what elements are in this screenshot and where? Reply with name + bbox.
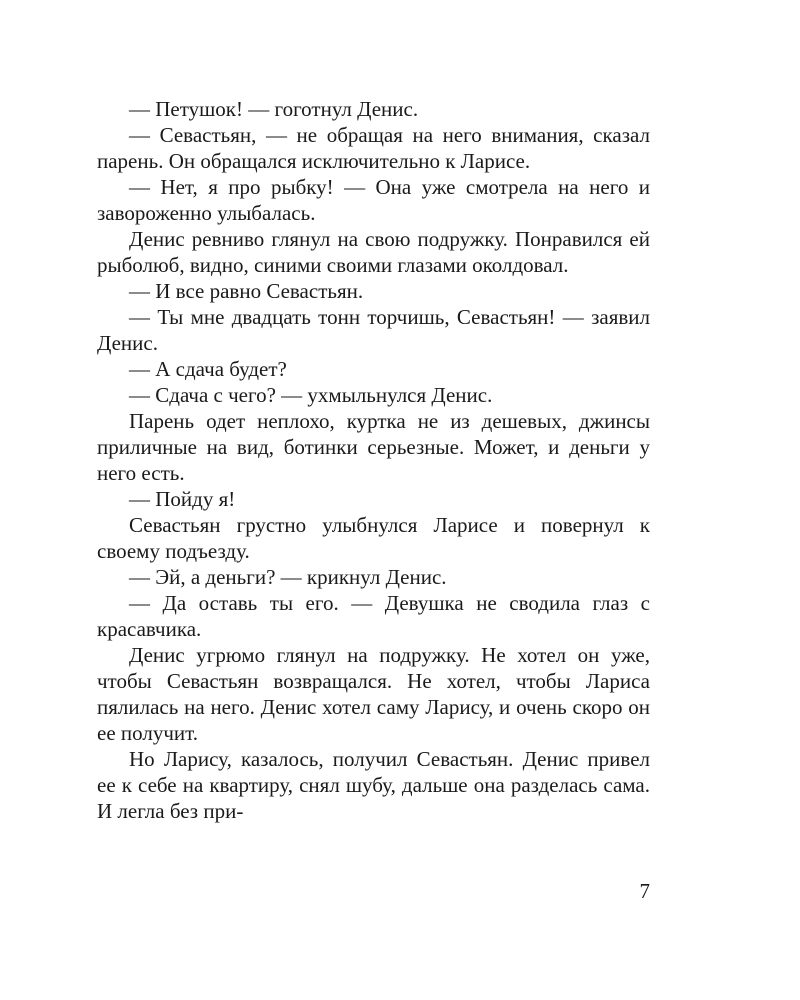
paragraph: — А сдача будет? <box>129 357 287 381</box>
paragraph: Севастьян грустно улыбнулся Ларисе и повернул к своему подъезду. <box>97 513 650 563</box>
paragraph: — Пойду я! <box>129 487 236 511</box>
paragraph: — Да оставь ты его. — Девушка не сводила глаз с красавчика. <box>97 591 650 641</box>
paragraph: — Нет, я про рыбку! — Она уже смотрела на него и завороженно улыбалась. <box>97 175 650 225</box>
paragraph: — И все равно Севастьян. <box>129 279 364 303</box>
body-text <box>97 96 650 824</box>
page-number: 7 <box>639 879 650 903</box>
paragraph: — Ты мне двадцать тонн торчишь, Севастьян! — заявил Денис. <box>97 305 650 355</box>
paragraph: Денис ревниво глянул на свою подружку. Понравился ей рыболюб, видно, синими своими глазами околдовал. <box>97 227 650 277</box>
paragraph: — Севастьян, — не обращая на него внимания, сказал парень. Он обращался исключительно к Ларисе. <box>97 123 650 173</box>
paragraph: Денис угрюмо глянул на подружку. Не хотел он уже, чтобы Севастьян возвращался. Не хотел, чтобы Лариса пялилась на него. Денис хотел саму Ларису, и очень скоро он ее получит. <box>97 643 650 745</box>
paragraph: Но Ларису, казалось, получил Севастьян. Денис привел ее к себе на квартиру, снял шубу, дальше она разделась сама. И легла без при- <box>97 747 650 823</box>
paragraph: Парень одет неплохо, куртка не из дешевых, джинсы приличные на вид, ботинки серьезные. Может, и деньги у него есть. <box>97 409 650 485</box>
paragraph: — Эй, а деньги? — крикнул Денис. <box>129 565 447 589</box>
paragraph: — Петушок! — гоготнул Денис. <box>129 97 419 121</box>
paragraph: — Сдача с чего? — ухмыльнулся Денис. <box>129 383 493 407</box>
